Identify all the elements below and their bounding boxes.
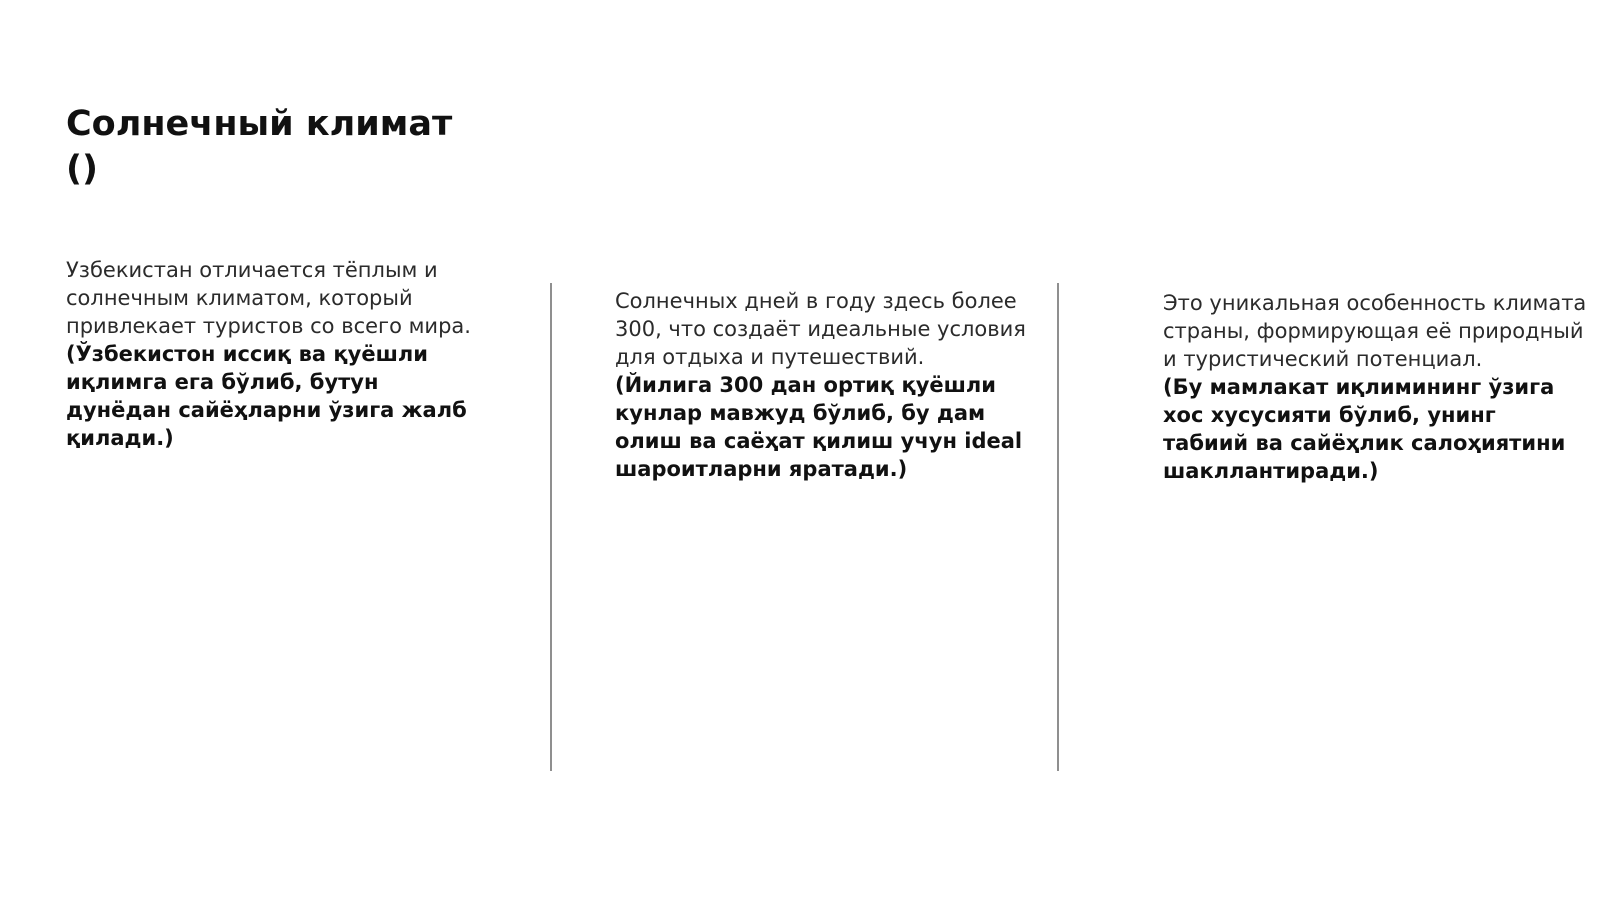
text-column-1 <box>66 256 486 452</box>
text-column-2 <box>615 287 1040 483</box>
column-1-uzbek-text: (Ўзбекистон иссиқ ва қуёшли иқлимга ега бўлиб, бутун дунёдан сайёҳларни ўзига жалб қилади.) <box>66 342 467 450</box>
column-divider-1 <box>550 283 552 771</box>
column-2-russian-text: Солнечных дней в году здесь более 300, что создаёт идеальные условия для отдыха и путешествий. <box>615 289 1026 369</box>
slide-title <box>66 102 506 192</box>
column-2-uzbek-text: (Йилига 300 дан ортиқ қуёшли кунлар мавжуд бўлиб, бу дам олиш ва саёҳат қилиш учун ideal шароитларни яратади.) <box>615 373 1023 481</box>
column-3-uzbek-text: (Бу мамлакат иқлимининг ўзига хос хусусияти бўлиб, унинг табиий ва сайёҳлик салоҳиятини шакллантиради.) <box>1163 375 1566 483</box>
title-line-2: () <box>66 149 98 189</box>
column-divider-2 <box>1057 283 1059 771</box>
column-3-russian-text: Это уникальная особенность климата страны, формирующая её природный и туристический потенциал. <box>1163 291 1587 371</box>
text-column-3 <box>1163 289 1588 485</box>
column-1-russian-text: Узбекистан отличается тёплым и солнечным климатом, который привлекает туристов со всего мира. <box>66 258 471 338</box>
title-line-1: Солнечный климат <box>66 104 453 144</box>
